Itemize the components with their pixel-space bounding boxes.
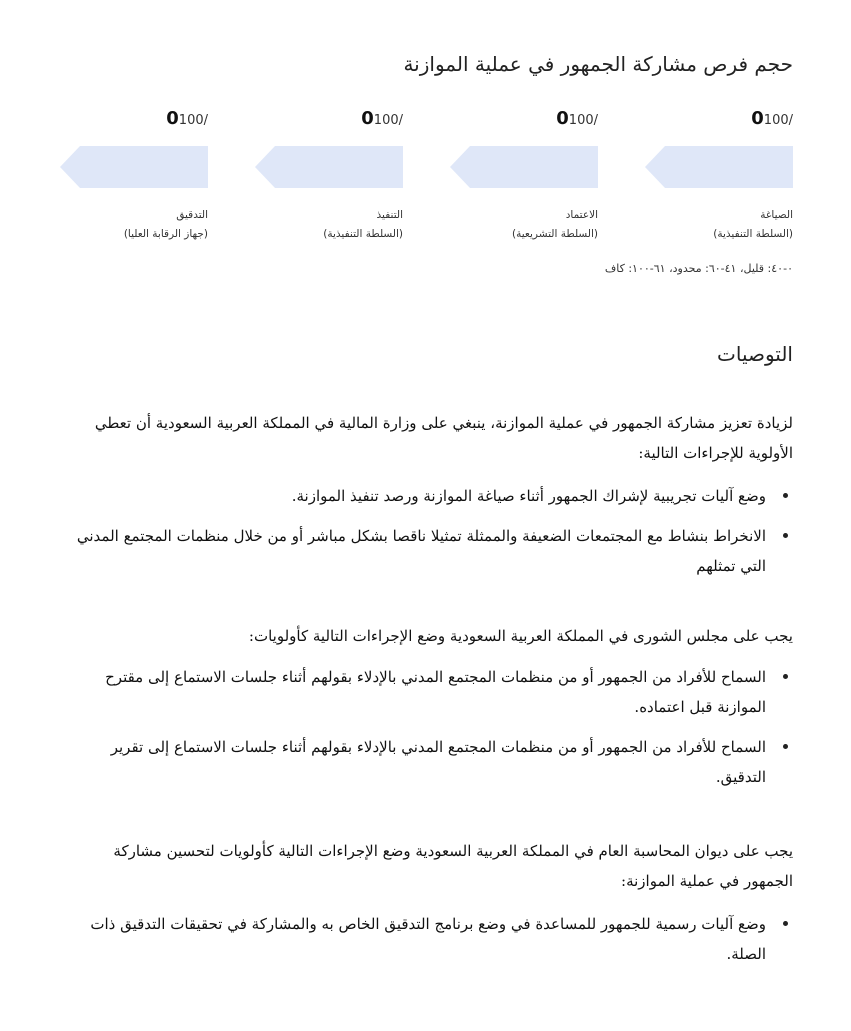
stage-name: الصياغة <box>760 209 793 221</box>
stage-score <box>355 108 403 129</box>
stage-body: (السلطة التشريعية) <box>512 228 598 240</box>
stage-score-max: 100/ <box>568 113 598 128</box>
recommendations-heading: التوصيات <box>717 342 793 366</box>
stage-label <box>323 206 403 244</box>
stage-label <box>713 206 793 244</box>
stage-score-max: 100/ <box>178 113 208 128</box>
stage-score <box>550 108 598 129</box>
stage-label <box>512 206 598 244</box>
audit-list <box>60 909 793 979</box>
stage-body: (السلطة التنفيذية) <box>713 228 793 240</box>
shura-list <box>60 662 793 802</box>
stage-score-value: 0 <box>166 108 179 129</box>
stage-score-value: 0 <box>556 108 569 129</box>
audit-intro: يجب على ديوان المحاسبة العام في المملكة العربية السعودية وضع الإجراءات التالية كأولويات لتحسين مشاركة الجمهور في عملية الموازنة: <box>113 842 793 890</box>
stage-score <box>745 108 793 129</box>
stage-arrow-shape <box>60 146 208 188</box>
budget-stages <box>60 108 793 248</box>
ministry-list <box>60 481 793 591</box>
list-item: السماح للأفراد من الجمهور أو من منظمات المجتمع المدني بالإدلاء بقولهم أثناء جلسات الاستماع إلى تقرير التدقيق. <box>60 732 766 792</box>
stage-score-value: 0 <box>751 108 764 129</box>
score-legend: ٠-٤٠: قليل، ٤١-٦٠: محدود، ٦١-١٠٠: كاف <box>604 262 793 275</box>
stage-implementation <box>255 108 403 248</box>
stage-arrow-shape <box>645 146 793 188</box>
stage-label <box>124 206 208 244</box>
chart-title: حجم فرص مشاركة الجمهور في عملية الموازنة <box>403 52 793 76</box>
list-item: السماح للأفراد من الجمهور أو من منظمات المجتمع المدني بالإدلاء بقولهم أثناء جلسات الاستماع إلى مقترح الموازنة قبل اعتماده. <box>60 662 766 722</box>
stage-score <box>160 108 208 129</box>
stage-score-max: 100/ <box>763 113 793 128</box>
stage-audit <box>60 108 208 248</box>
stage-score-max: 100/ <box>373 113 403 128</box>
stage-arrow-shape <box>255 146 403 188</box>
stage-name: الاعتماد <box>565 209 598 221</box>
stage-name: التنفيذ <box>376 209 403 221</box>
stage-body: (السلطة التنفيذية) <box>323 228 403 240</box>
list-item: وضع آليات تجريبية لإشراك الجمهور أثناء صياغة الموازنة ورصد تنفيذ الموازنة. <box>60 481 766 511</box>
stage-body: (جهاز الرقابة العليا) <box>123 228 208 240</box>
list-item: وضع آليات رسمية للجمهور للمساعدة في وضع برنامج التدقيق الخاص به والمشاركة في تحقيقات التدقيق ذات الصلة. <box>60 909 766 969</box>
ministry-intro: لزيادة تعزيز مشاركة الجمهور في عملية الموازنة، ينبغي على وزارة المالية في المملكة العربية السعودية أن تعطي الأولوية للإجراءات التالية: <box>94 414 793 462</box>
stage-name: التدقيق <box>176 209 208 221</box>
shura-intro: يجب على مجلس الشورى في المملكة العربية السعودية وضع الإجراءات التالية كأولويات: <box>248 627 793 645</box>
stage-arrow-shape <box>450 146 598 188</box>
stage-formulation <box>645 108 793 248</box>
stage-approval <box>450 108 598 248</box>
list-item: الانخراط بنشاط مع المجتمعات الضعيفة والممثلة تمثيلا ناقصا بشكل مباشر أو من خلال منظمات المجتمع المدني التي تمثلهم <box>60 521 766 581</box>
stage-score-value: 0 <box>361 108 374 129</box>
